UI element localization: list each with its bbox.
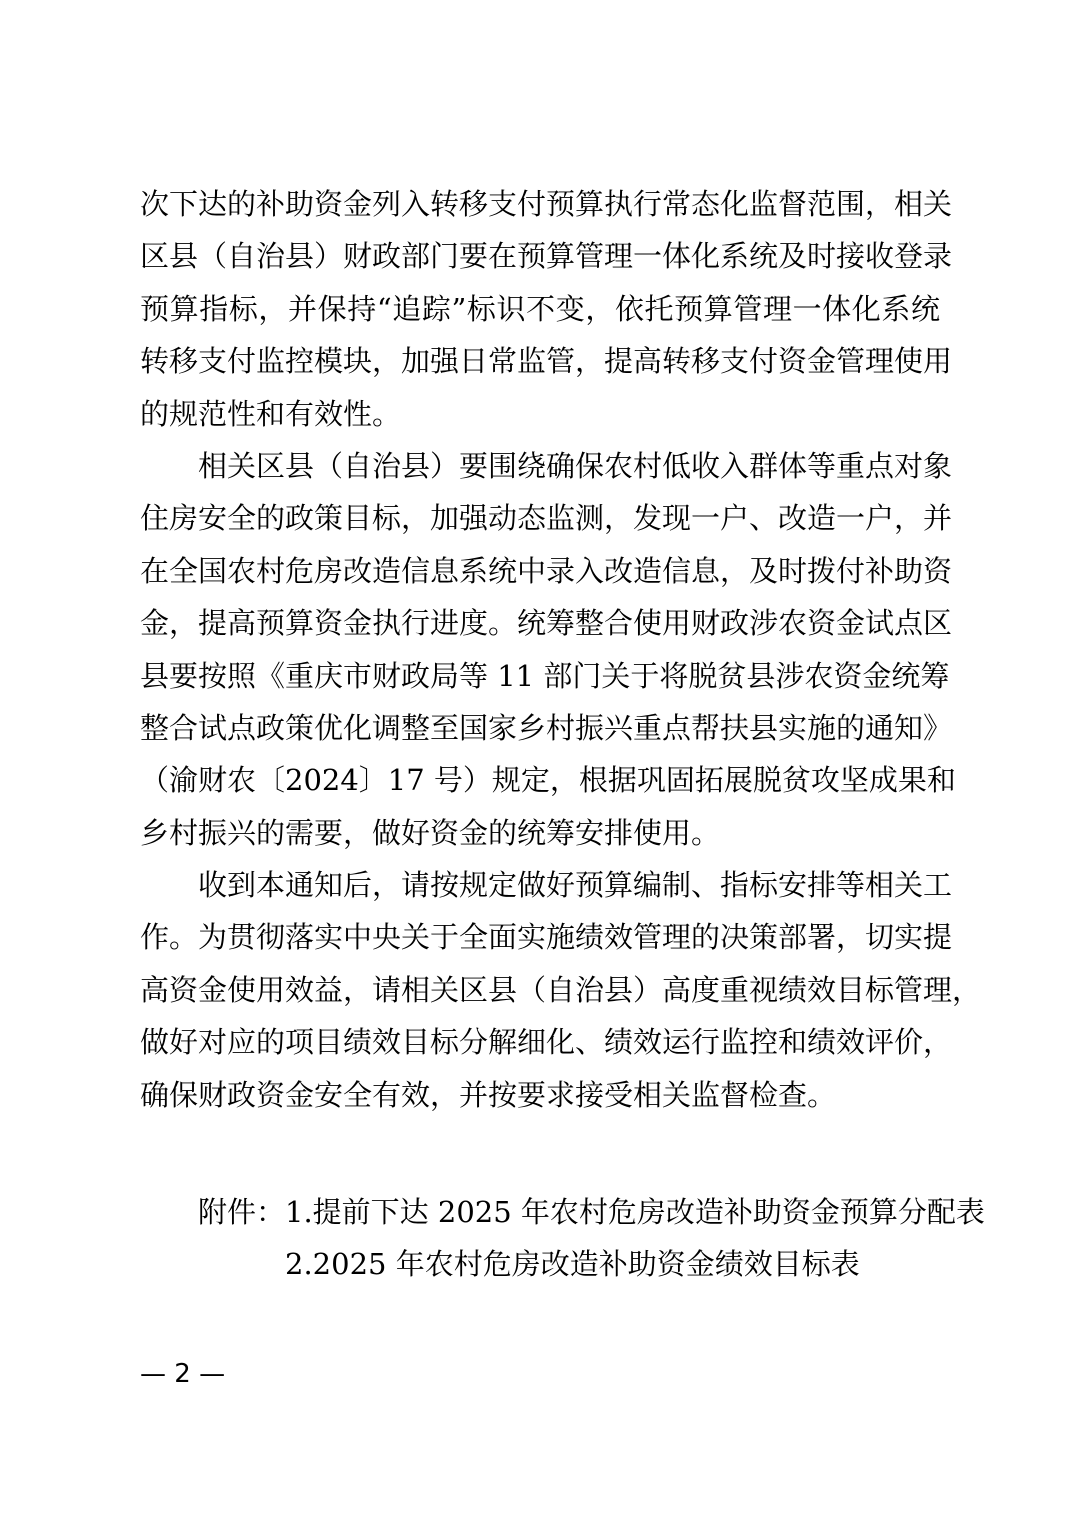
paragraph-3-line-1: 收到本通知后，请按规定做好预算编制、指标安排等相关工: [198, 868, 953, 903]
paragraph-2-line-7: （渝财农〔2024〕17 号）规定，根据巩固拓展脱贫攻坚成果和: [140, 763, 956, 798]
paragraph-2-line-2: 住房安全的政策目标，加强动态监测，发现一户、改造一户，并: [140, 501, 953, 536]
attachments-section: [198, 1186, 985, 1290]
paragraph-2-line-8: 乡村振兴的需要，做好资金的统筹安排使用。: [140, 815, 721, 850]
attachments-label: 附件：: [198, 1195, 286, 1229]
attachment-item-1: [198, 1186, 985, 1238]
attachment-item-2-text: 2.2025 年农村危房改造补助资金绩效目标表: [285, 1247, 860, 1281]
paragraph-3-line-4: 做好对应的项目绩效目标分解细化、绩效运行监控和绩效评价，: [140, 1025, 953, 1060]
paragraph-1-line-1: 次下达的补助资金列入转移支付预算执行常态化监督范围，相关: [140, 187, 953, 221]
paragraph-1-line-3: 预算指标，并保持“追踪”标识不变，依托预算管理一体化系统: [140, 291, 940, 326]
paragraph-1-line-5: 的规范性和有效性。: [140, 396, 402, 431]
paragraph-2-line-1: 相关区县（自治县）要围绕确保农村低收入群体等重点对象: [198, 448, 953, 483]
paragraph-3-line-2: 作。为贯彻落实中央关于全面实施绩效管理的决策部署，切实提: [140, 920, 953, 955]
paragraph-2-line-4: 金，提高预算资金执行进度。统筹整合使用财政涉农资金试点区: [140, 606, 953, 641]
paragraph-3-line-5: 确保财政资金安全有效，并按要求接受相关监督检查。: [140, 1077, 837, 1112]
paragraph-1-line-2: 区县（自治县）财政部门要在预算管理一体化系统及时接收登录: [140, 239, 953, 274]
paragraph-1-line-4: 转移支付监控模块，加强日常监管，提高转移支付资金管理使用: [140, 344, 953, 379]
paragraph-2-line-6: 整合试点政策优化调整至国家乡村振兴重点帮扶县实施的通知》: [140, 710, 953, 745]
paragraph-3-line-3: 高资金使用效益，请相关区县（自治县）高度重视绩效目标管理，: [140, 972, 982, 1007]
attachment-item-1-text: 1.提前下达 2025 年农村危房改造补助资金预算分配表: [285, 1195, 985, 1229]
page-number: — 2 —: [140, 1359, 226, 1389]
paragraph-2-line-5: 县要按照《重庆市财政局等 11 部门关于将脱贫县涉农资金统筹: [140, 658, 950, 693]
attachment-item-2: [198, 1238, 958, 1290]
document-body: [140, 178, 982, 1121]
paragraph-2-line-3: 在全国农村危房改造信息系统中录入改造信息，及时拨付补助资: [140, 553, 953, 588]
